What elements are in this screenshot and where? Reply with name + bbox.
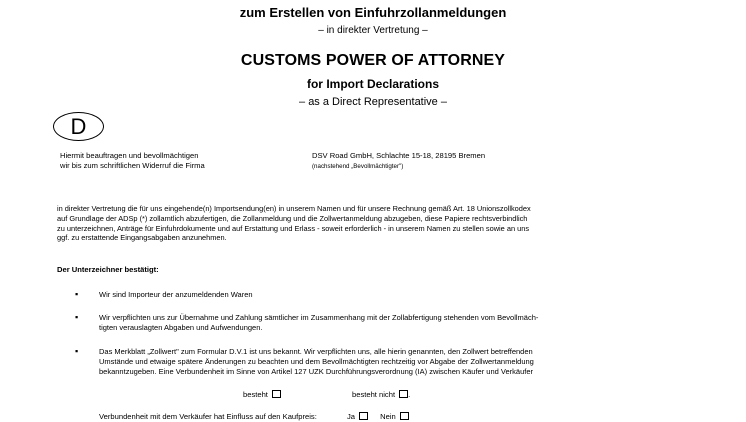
paragraph-line: auf Grundlage der ADSp (*) zollamtlich abzufertigen, die Zollanmeldung und die Zollwertanmeldung abzugeben, diese Papiere rechtsverbindlich <box>57 213 528 223</box>
company-note: (nachstehend „Bevollmächtigter") <box>312 163 404 170</box>
country-letter: D <box>70 113 87 139</box>
bullet-text-importer: Wir sind Importeur der anzumeldenden Waren <box>99 290 253 299</box>
relation-exists-option <box>243 390 281 400</box>
representation-en: – as a Direct Representative – <box>299 96 447 108</box>
influence-question <box>99 412 409 422</box>
influence-question-text: Verbundenheit mit dem Verkäufer hat Einfluss auf den Kaufpreis: <box>99 412 317 421</box>
authorization-paragraph <box>57 204 697 243</box>
paragraph-line: zu unterzeichnen, Anträge für Einfuhrdokumente und auf Erstattung und Erlass - soweit erforderlich - in unserem Namen zu stellen sowie an uns <box>57 223 530 233</box>
bullet-text-customs-value: Das Merkblatt „Zollwert" zum Formular D.V.1 ist uns bekannt. Wir verpflichten uns, alle hierin genannten, den Zollwert betreffenden Umstände und etwaige spätere Änderungen zu beachten und dem Bevollmächtigten rechtzeitig vor Abgabe der Zollwertanmeldung bekanntzugeben. Eine Verbundenheit im Sinne von Artikel 127 UZK Durchführungsverordnung (IA) zwischen Käufer und Verkäufer <box>99 347 534 376</box>
influence-no-label: Nein <box>380 412 396 421</box>
relation-not-exists-checkbox[interactable] <box>399 390 411 399</box>
company-name: DSV Road GmbH, Schlachte 15-18, 28195 Bremen <box>312 151 486 160</box>
relation-not-exists-label: besteht nicht <box>352 390 396 399</box>
subtitle-de: zum Erstellen von Einfuhrzollanmeldungen <box>239 5 507 20</box>
bullet-icon: ▪ <box>75 312 79 322</box>
country-oval-mark <box>53 112 104 141</box>
influence-yes-label: Ja <box>346 412 355 421</box>
relation-exists-checkbox[interactable] <box>272 390 281 398</box>
paragraph-line: ggf. zu erstattende Eingangsabgaben anzunehmen. <box>57 233 227 243</box>
subtitle-en: for Import Declarations <box>306 77 440 91</box>
bullet-text-payment: Wir verpflichten uns zur Übernahme und Zahlung sämtlicher im Zusammenhang mit der Zollabfertigung stehenden vom Bevollmäch- tigten verauslagten Abgaben und Aufwendungen. <box>99 313 539 332</box>
paragraph-line: in direkter Vertretung die für uns eingehende(n) Importsendung(en) in unserem Namen und für unsere Rechnung gemäß Art. 18 Unionszollkodex <box>57 204 531 213</box>
bullet-icon: ▪ <box>75 346 79 356</box>
representation-de: – in direkter Vertretung – <box>318 25 428 36</box>
document-title: CUSTOMS POWER OF ATTORNEY <box>240 52 506 69</box>
authorization-line-1: Hiermit beauftragen und bevollmächtigen <box>60 151 199 160</box>
bullet-icon: ▪ <box>75 289 79 299</box>
relation-trailing-dot: . <box>408 390 411 399</box>
authorization-line-2: wir bis zum schriftlichen Widerruf die Firma <box>60 161 205 170</box>
confirm-heading: Der Unterzeichner bestätigt: <box>57 265 159 274</box>
relation-exists-label: besteht <box>243 390 268 399</box>
relation-not-exists-option <box>352 390 410 400</box>
